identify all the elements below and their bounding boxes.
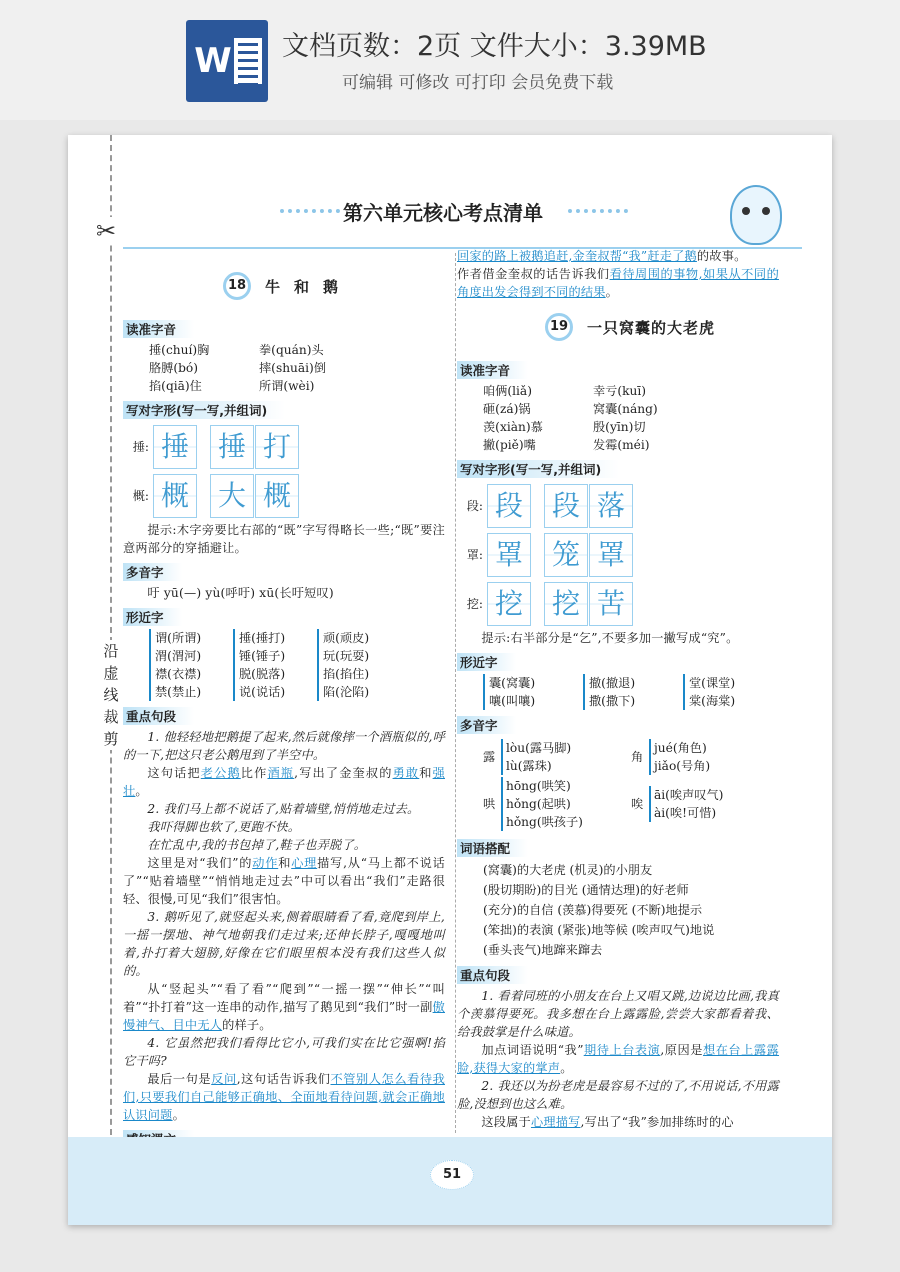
section-key: 重点句段 xyxy=(457,966,528,984)
section-write: 写对字形(写一写,并组词) xyxy=(123,401,285,419)
key-analysis: 最后一句是反问,这句话告诉我们不管别人怎么看待我们,只要我们自己能够正确地、全面地看待问题,就会正确地认识问题。 xyxy=(123,1072,445,1122)
key-analysis: 这段属于心理描写,写出了“我”参加排练时的心 xyxy=(481,1115,734,1129)
mascot-icon xyxy=(730,185,782,245)
lesson-18-heading xyxy=(223,272,445,300)
scissors-icon: ✂ xyxy=(96,217,117,245)
key-analysis: 这里是对“我们”的动作和心理描写,从“马上都不说话了”“贴着墙壁”“悄悄地走过去”中可以看出“我们”走路很轻、很慢,可见“我们”很害怕。 xyxy=(123,856,445,906)
word-matching: (窝囊)的大老虎 (机灵)的小朋友 (殷切期盼)的目光 (通情达理)的好老师 (充分)的自信 (羡慕)得要死 (不断)地提示 (笨拙)的表演 (紧张)地等候 (唉声叹气)地说 (垂头丧气)地蹿来蹿去 xyxy=(483,863,715,957)
section-match: 词语搭配 xyxy=(457,839,528,857)
lesson-19-column xyxy=(457,247,779,1131)
polyphone: 吁 yū(—) yù(呼吁) xū(长吁短叹) xyxy=(147,586,334,600)
key-sentence: 1. 他轻轻地把鹅提了起来,然后就像摔一个酒瓶似的,呼的一下,把这只老公鹅甩到了半空中。 xyxy=(123,730,445,762)
page-number: 51 xyxy=(430,1160,474,1190)
text-summary-continued: 回家的路上被鹅追赶,金奎叔帮“我”赶走了鹅的故事。 xyxy=(457,249,747,263)
writing-grid-row: 概: 概 大 概 xyxy=(123,472,445,520)
writing-grid-row: 罩: 罩 笼 罩 xyxy=(457,531,779,579)
file-info: 文档页数：2页 文件大小：3.39MB xyxy=(282,31,707,62)
writing-grid-row: 捶: 捶 捶 打 xyxy=(123,423,445,471)
cut-label: 沿 虚 线 裁 剪 xyxy=(101,640,121,750)
title-decoration-left xyxy=(280,209,340,213)
section-multi: 多音字 xyxy=(123,563,182,581)
key-sentence: 2. 我还以为扮老虎是最容易不过的了,不用说话,不用露脸,没想到也这么难。 xyxy=(457,1079,779,1111)
key-analysis: 这句话把老公鹅比作酒瓶,写出了金奎叔的勇敢和强壮。 xyxy=(123,766,445,798)
section-shape: 形近字 xyxy=(457,653,516,671)
section-shape: 形近字 xyxy=(123,608,182,626)
key-sentence: 我吓得脚也软了,更跑不快。 xyxy=(147,820,301,834)
section-write: 写对字形(写一写,并组词) xyxy=(457,460,619,478)
similar-chars: 谓(所谓) 捶(捶打) 顽(顽皮) 渭(渭河) 锤(锤子) 玩(玩耍) 襟(衣襟) 脱(脱落) 掐(掐住) 禁(禁止) 说(说话) 陷(沦陷) xyxy=(123,629,445,701)
writing-grid-row: 挖: 挖 挖 苦 xyxy=(457,580,779,628)
pronunciation-list: 咱俩(liǎ) 幸亏(kuī) 砸(zá)锅 窝囊(náng) 羡(xiàn)慕 殷(yīn)切 撇(piě)嘴 发霉(méi) xyxy=(483,384,658,452)
pronunciation-list: 捶(chuí)胸 拳(quán)头 胳膊(bó) 摔(shuāi)倒 掐(qiā)住 所谓(wèi) xyxy=(149,343,327,393)
lesson-title: 牛和鹅 xyxy=(265,277,353,296)
download-banner xyxy=(0,0,900,120)
key-analysis: 加点词语说明“我”期待上台表演,原因是想在台上露露脸,获得大家的掌声。 xyxy=(457,1043,780,1075)
lesson-number: 18 xyxy=(223,272,251,300)
key-analysis: 从“竖起头”“看了看”“爬到”“一摇一摆”“伸长”“叫着”“扑打着”这一连串的动作,描写了鹅见到“我们”时一副傲慢神气、目中无人的样子。 xyxy=(123,982,445,1032)
polyphone-row: 露 lòu(露马脚) lù(露珠) 角 jué(角色) jiǎo(号角) xyxy=(483,741,711,773)
key-sentence: 1. 看着同班的小朋友在台上又唱又跳,边说边比画,我真个羡慕得要死。我多想在台上露露脸,尝尝大家都看着我、给我鼓掌是什么味道。 xyxy=(457,989,779,1039)
section-multi: 多音字 xyxy=(457,716,516,734)
document-page xyxy=(68,135,832,1225)
writing-grid-row: 段: 段 段 落 xyxy=(457,482,779,530)
word-icon: W xyxy=(186,20,268,102)
polyphone-row: 哄 hōng(哄笑) hǒng(起哄) hǒng(哄孩子) 唉 āi(唉声叹气) ài(唉!可惜) xyxy=(483,779,724,829)
key-sentence: 在忙乱中,我的书包掉了,鞋子也弄脱了。 xyxy=(147,838,367,852)
column-divider xyxy=(455,253,456,1133)
lesson-title: 一只窝囊的大老虎 xyxy=(587,318,716,337)
lesson-number: 19 xyxy=(545,313,573,341)
page-title: 第六单元核心考点清单 xyxy=(343,201,543,225)
lesson-19-heading xyxy=(545,313,779,341)
lesson-18-column xyxy=(123,260,445,1169)
section-key: 重点句段 xyxy=(123,707,194,725)
writing-tip: 提示:木字旁要比右部的“既”字写得略长一些;“既”要注意两部分的穿插避让。 xyxy=(123,523,445,555)
section-read: 读准字音 xyxy=(123,320,194,338)
section-read: 读准字音 xyxy=(457,361,528,379)
writing-tip: 提示:右半部分是“乞”,不要多加一撇写成“究”。 xyxy=(481,631,739,645)
file-features: 可编辑 可修改 可打印 会员免费下载 xyxy=(342,73,614,93)
key-sentence: 2. 我们马上都不说话了,贴着墙壁,悄悄地走过去。 xyxy=(147,802,420,816)
text-summary-continued: 作者借金奎叔的话告诉我们看待周围的事物,如果从不同的角度出发会得到不同的结果。 xyxy=(457,267,779,299)
title-decoration-right xyxy=(568,209,628,213)
key-sentence: 4. 它虽然把我们看得比它小,可我们实在比它强啊!掐它干吗? xyxy=(123,1036,445,1068)
similar-chars: 囊(窝囊) 撤(撤退) 堂(课堂) 嚷(叫嚷) 撒(撒下) 棠(海棠) xyxy=(457,674,779,710)
key-sentence: 3. 鹅听见了,就竖起头来,侧着眼睛看了看,竟爬到岸上,一摇一摆地、神气地朝我们走过来;还伸长脖子,嘎嘎地叫着,扑打着大翅膀,好像在它们眼里根本没有我们这些人似的。 xyxy=(123,910,445,978)
